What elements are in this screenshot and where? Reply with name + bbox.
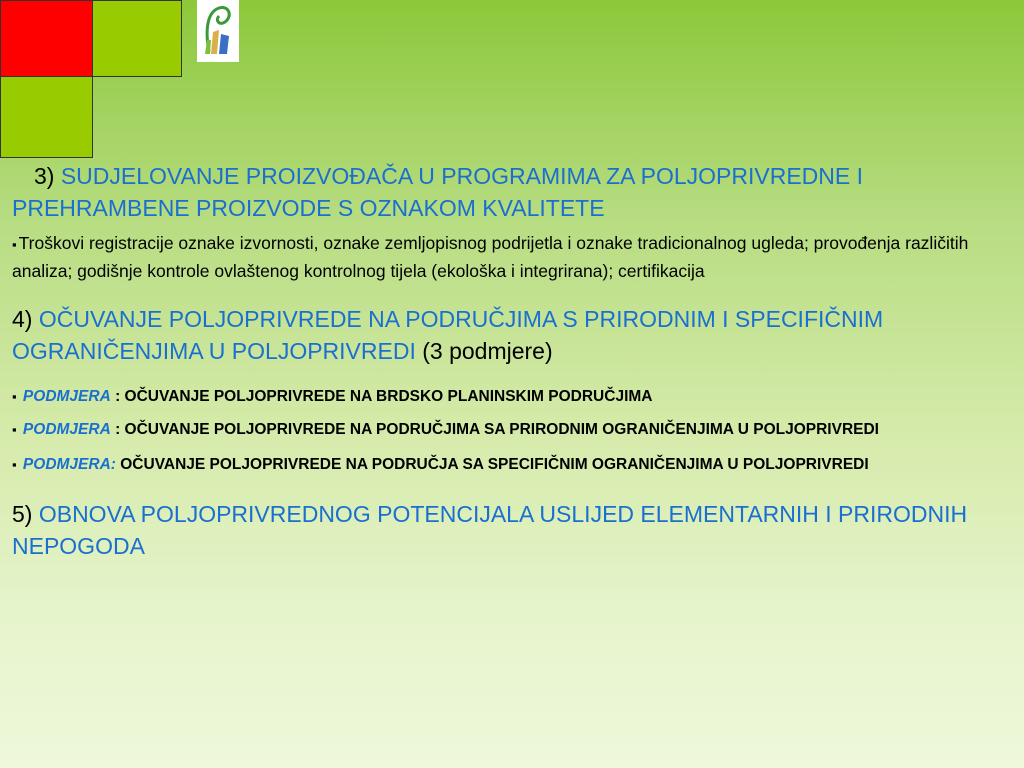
submeasure-label: PODMJERA xyxy=(22,421,111,438)
submeasure-label: PODMJERA: xyxy=(22,456,116,473)
slide-content xyxy=(12,160,1012,562)
section-5-title: OBNOVA POLJOPRIVREDNOG POTENCIJALA USLIJED ELEMENTARNIH I PRIRODNIH NEPOGODA xyxy=(12,501,968,559)
submeasure-text: : OČUVANJE POLJOPRIVREDE NA BRDSKO PLANINSKIM PODRUČJIMA xyxy=(115,388,653,405)
section-4-title: OČUVANJE POLJOPRIVREDE NA PODRUČJIMA S PRIRODNIM I SPECIFIČNIM OGRANIČENJIMA U POLJOPRIVREDI xyxy=(12,306,884,364)
section-5-number: 5) xyxy=(12,501,33,527)
leaf-logo-icon xyxy=(197,0,239,62)
section-4-heading xyxy=(12,303,1012,367)
submeasure-item xyxy=(12,385,1012,408)
section-3-number: 3) xyxy=(34,163,55,189)
section-5-heading xyxy=(12,498,1012,562)
submeasure-label: PODMJERA xyxy=(22,388,111,405)
section-4-number: 4) xyxy=(12,306,33,332)
green-square-bottom xyxy=(0,76,93,158)
submeasure-text: OČUVANJE POLJOPRIVREDE NA PODRUČJA SA SPECIFIČNIM OGRANIČENJIMA U POLJOPRIVREDI xyxy=(120,456,869,473)
red-square xyxy=(0,0,93,77)
submeasure-item xyxy=(12,418,1012,441)
section-3-heading xyxy=(12,160,1012,224)
green-square-top xyxy=(92,0,182,77)
submeasure-text: : OČUVANJE POLJOPRIVREDE NA PODRUČJIMA SA PRIRODNIM OGRANIČENJIMA U POLJOPRIVREDI xyxy=(115,421,879,438)
section-3-title: SUDJELOVANJE PROIZVOĐAČA U PROGRAMIMA ZA POLJOPRIVREDNE I PREHRAMBENE PROIZVODE S OZNAKOM KVALITETE xyxy=(12,163,864,221)
section-4-suffix: (3 podmjere) xyxy=(422,338,553,364)
submeasure-item xyxy=(12,453,1012,476)
section-3-bullet: ▪ Troškovi registracije oznake izvornosti, oznake zemljopisnog podrijetla i oznake tradicionalnog ugleda; provođenja različitih analiza; godišnje kontrole ovlaštenog kontrolnog tijela (ekološka i integrirana); certifikacija xyxy=(12,230,1012,285)
